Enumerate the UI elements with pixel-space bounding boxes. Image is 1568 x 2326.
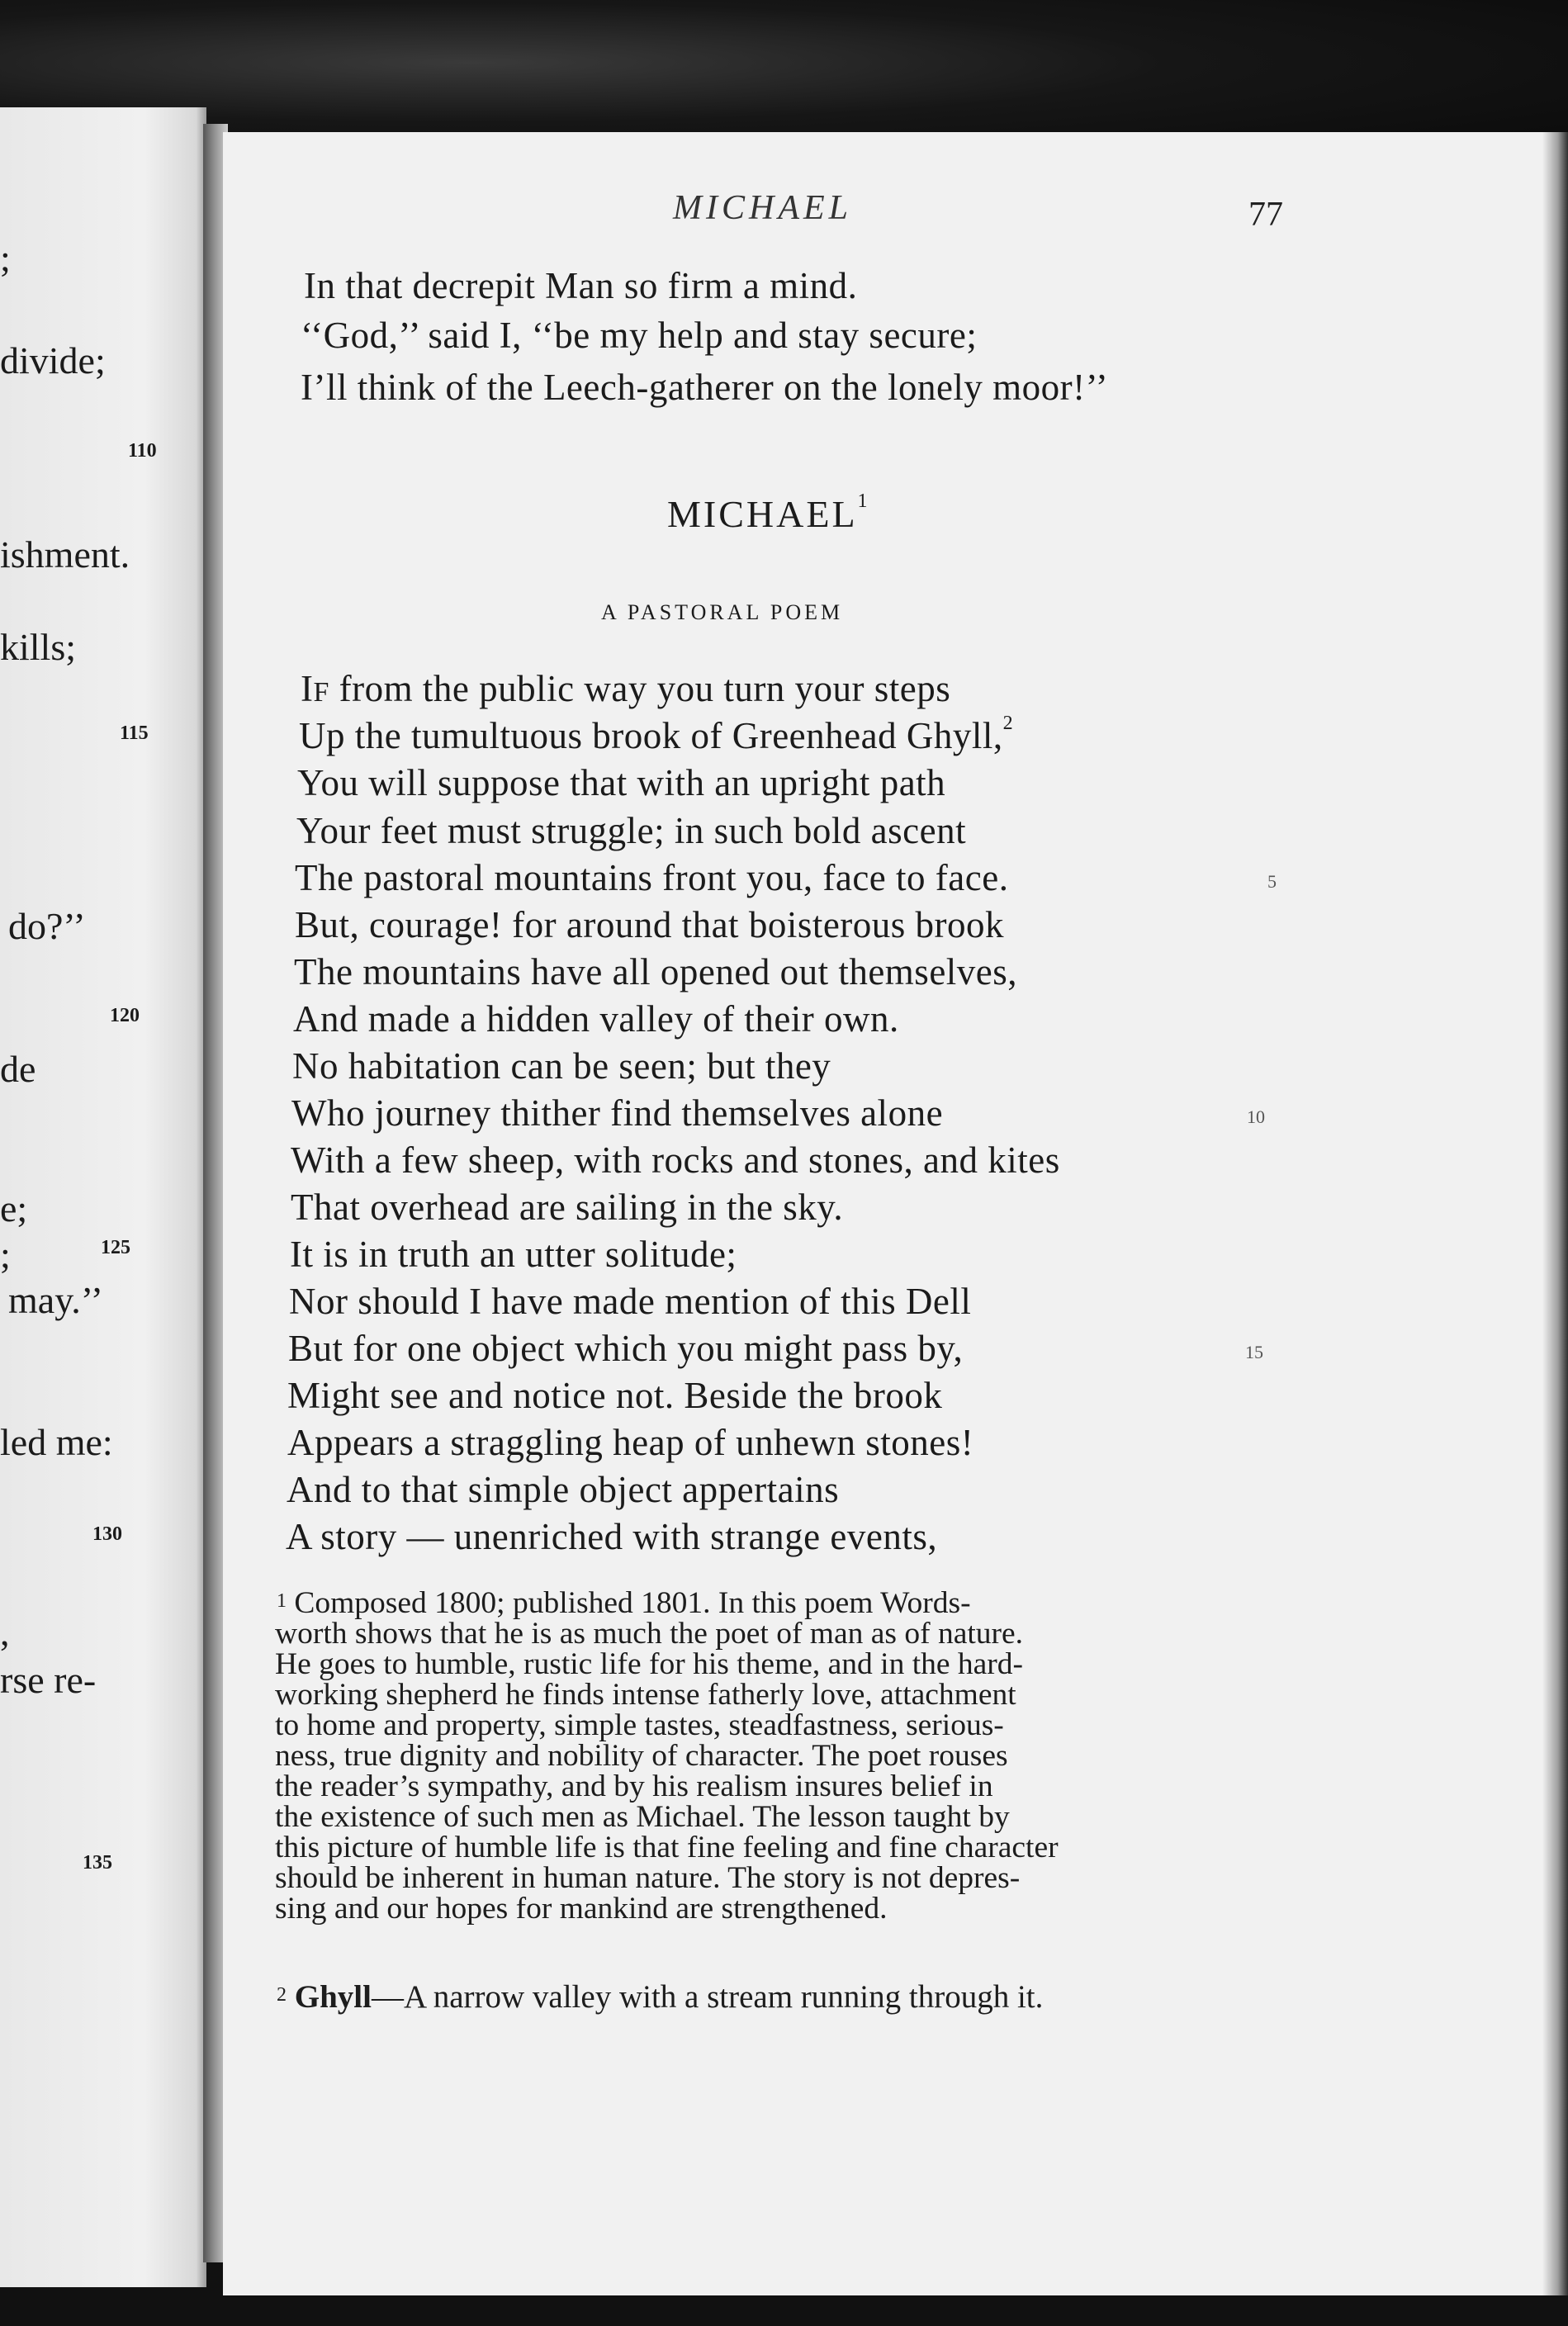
verse-line: You will suppose that with an upright path xyxy=(297,762,946,803)
poem-title xyxy=(667,492,870,536)
prev-line-number: 110 xyxy=(128,440,157,462)
prev-line: e; xyxy=(0,1187,28,1229)
verse-line: The pastoral mountains front you, face to face. xyxy=(295,857,1009,898)
verse-text: from the public way you turn your steps xyxy=(329,668,951,709)
prev-line: ishment. xyxy=(0,533,130,576)
footnote-line: ness, true dignity and nobility of character. The poet rouses xyxy=(275,1739,1008,1773)
prev-line-number: 130 xyxy=(92,1523,122,1545)
page-edge-shadow xyxy=(1542,132,1568,2295)
verse-line: I’ll think of the Leech-gatherer on the lonely moor!’’ xyxy=(301,367,1109,408)
verse-line: A story — unenriched with strange events, xyxy=(286,1516,938,1557)
footnote-line: the existence of such men as Michael. The lesson taught by xyxy=(275,1800,1010,1834)
footnote-marker: 1 xyxy=(857,490,870,512)
footnote-2 xyxy=(277,1979,1044,2015)
footnote-line: worth shows that he is as much the poet of man as of nature. xyxy=(275,1617,1024,1651)
verse-line: And to that simple object appertains xyxy=(287,1469,840,1510)
verse-line: But, courage! for around that boisterous brook xyxy=(295,904,1005,945)
prev-line: may.’’ xyxy=(8,1279,103,1321)
prev-line-number: 125 xyxy=(101,1237,130,1258)
line-number: 10 xyxy=(1247,1106,1265,1127)
footnote-marker: 2 xyxy=(277,1984,287,2006)
poem-title-text: MICHAEL xyxy=(667,493,858,535)
prev-line: do?’’ xyxy=(8,905,86,947)
footnote-marker: 1 xyxy=(277,1590,287,1612)
verse-line: But for one object which you might pass by, xyxy=(288,1328,964,1369)
footnote-text: Composed 1800; published 1801. In this poem Words- xyxy=(294,1586,971,1620)
page-number: 77 xyxy=(1248,196,1283,234)
footnote-line: the reader’s sympathy, and by his realism insures belief in xyxy=(275,1769,993,1803)
prev-line-number: 135 xyxy=(83,1852,112,1874)
prev-line: rse re- xyxy=(0,1659,97,1701)
line-number: 5 xyxy=(1267,871,1277,892)
line-number: 15 xyxy=(1245,1342,1263,1362)
footnote-term: Ghyll xyxy=(294,1979,372,2015)
drop-initial: I xyxy=(301,668,314,709)
footnote-text: —A narrow valley with a stream running through it. xyxy=(371,1979,1044,2015)
verse-line: Appears a straggling heap of unhewn stones! xyxy=(287,1422,974,1463)
prev-line: , xyxy=(0,1611,10,1653)
verse-line: Nor should I have made mention of this Dell xyxy=(289,1281,972,1322)
verse-line: With a few sheep, with rocks and stones, and kites xyxy=(291,1139,1060,1181)
verse-line: Might see and notice not. Beside the brook xyxy=(287,1375,943,1416)
prev-line: ; xyxy=(0,1234,11,1276)
prev-line: ; xyxy=(0,237,11,279)
running-head: MICHAEL xyxy=(673,189,852,227)
verse-line xyxy=(299,714,1013,757)
footnote-1-first-line xyxy=(277,1588,971,1619)
verse-line: That overhead are sailing in the sky. xyxy=(291,1187,844,1228)
verse-line: No habitation can be seen; but they xyxy=(292,1045,831,1087)
footnote-line: working shepherd he finds intense fatherly love, attachment xyxy=(275,1678,1016,1712)
verse-line: Your feet must struggle; in such bold ascent xyxy=(296,810,967,851)
footnote-line: this picture of humble life is that fine feeling and fine character xyxy=(275,1831,1059,1864)
prev-line: divide; xyxy=(0,339,106,381)
verse-line xyxy=(301,667,950,710)
verse-line: In that decrepit Man so firm a mind. xyxy=(304,265,858,306)
poem-subtitle: A PASTORAL POEM xyxy=(601,600,844,624)
verse-line: Who journey thither find themselves alone xyxy=(291,1092,944,1134)
prev-line: led me: xyxy=(0,1421,113,1463)
left-page xyxy=(0,107,206,2287)
verse-line: ‘‘God,’’ said I, ‘‘be my help and stay secure; xyxy=(301,315,978,356)
footnote-line: should be inherent in human nature. The story is not depres- xyxy=(275,1861,1021,1895)
verse-line: The mountains have all opened out themselves, xyxy=(294,951,1018,992)
verse-text: Up the tumultuous brook of Greenhead Ghyll, xyxy=(299,715,1003,756)
prev-line: kills; xyxy=(0,626,77,668)
footnote-marker: 2 xyxy=(1002,713,1014,734)
footnote-line: sing and our hopes for mankind are strengthened. xyxy=(275,1892,888,1926)
prev-line: de xyxy=(0,1048,36,1090)
prev-line-number: 120 xyxy=(110,1005,140,1026)
verse-line: It is in truth an utter solitude; xyxy=(290,1234,737,1275)
small-caps: F xyxy=(313,677,329,708)
verse-line: And made a hidden valley of their own. xyxy=(293,998,899,1040)
footnote-line: He goes to humble, rustic life for his theme, and in the hard- xyxy=(275,1647,1024,1681)
footnote-line: to home and property, simple tastes, steadfastness, serious- xyxy=(275,1708,1004,1742)
prev-line-number: 115 xyxy=(120,722,149,744)
